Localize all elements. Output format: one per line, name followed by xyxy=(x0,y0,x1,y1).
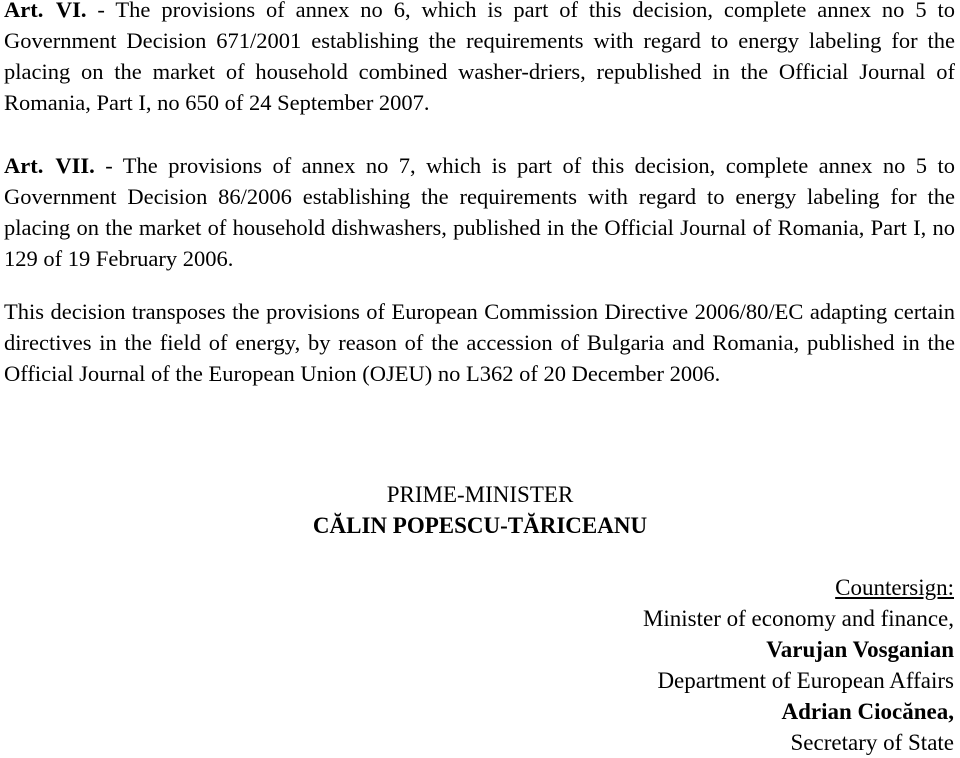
article-vi-label: Art. VI. xyxy=(4,0,87,22)
countersign-heading: Countersign: xyxy=(835,575,954,600)
article-vii-text: - The provisions of annex no 7, which is part of this decision, complete annex no 5 to Government Decision 86/2006 establishing the requirements with regard to energy labeling for the placing on the market of household dishwashers, published in the Official Journal of Romania, Part I, no 129 of 19 February 2006. xyxy=(4,153,955,271)
countersign-block xyxy=(643,572,954,758)
article-vi-text: - The provisions of annex no 6, which is part of this decision, complete annex no 5 to Government Decision 671/2001 establishing the requirements with regard to energy labeling for the placing on the market of household combined washer-driers, republished in the Official Journal of Romania, Part I, no 650 of 24 September 2007. xyxy=(4,0,955,115)
countersigner-2-title: Secretary of State xyxy=(790,730,954,755)
prime-minister-title: PRIME-MINISTER xyxy=(386,482,574,507)
prime-minister-name: CĂLIN POPESCU-TĂRICEANU xyxy=(312,513,648,538)
countersigner-1-role: Minister of economy and finance, xyxy=(642,606,954,631)
article-vii-paragraph xyxy=(4,150,955,274)
countersigner-1-name: Varujan Vosganian xyxy=(766,637,954,662)
countersigner-2-name: Adrian Ciocănea, xyxy=(781,699,954,724)
article-vi-paragraph xyxy=(4,0,955,118)
countersigner-2-role: Department of European Affairs xyxy=(657,668,954,693)
article-vii-label: Art. VII. xyxy=(4,153,95,178)
transposition-paragraph: This decision transposes the provisions of European Commission Directive 2006/80/EC adapting certain directives in the field of energy, by reason of the accession of Bulgaria and Romania, published in the Official Journal of the European Union (OJEU) no L362 of 20 December 2006. xyxy=(4,299,955,386)
